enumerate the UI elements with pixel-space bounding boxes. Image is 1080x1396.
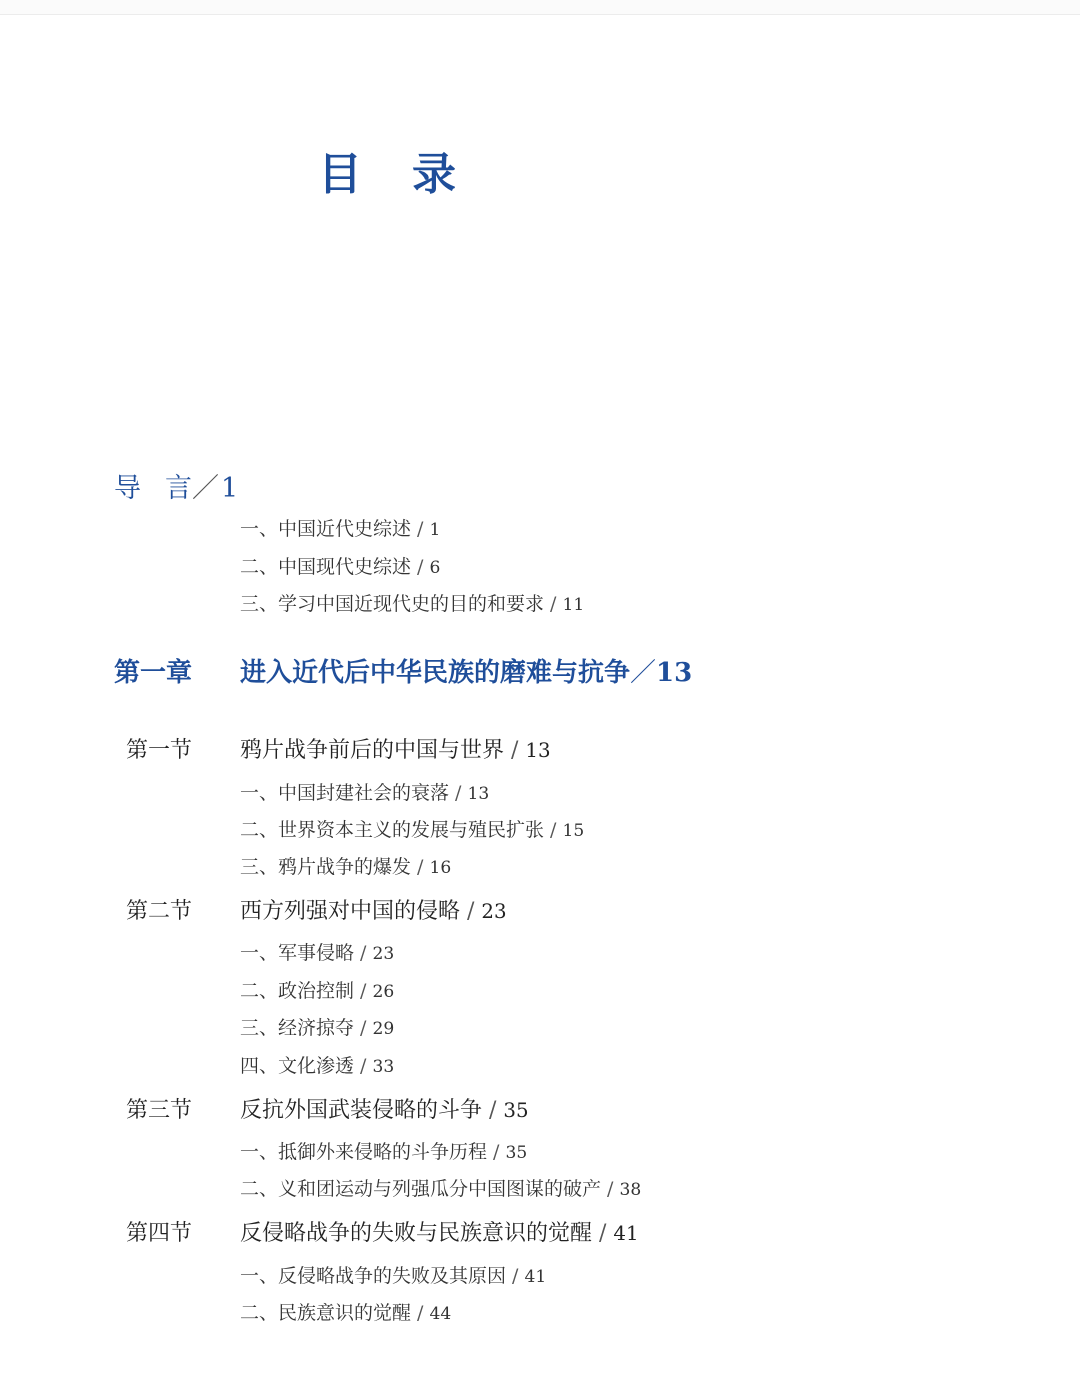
toc-chapter-heading[interactable] [114, 652, 692, 689]
toc-entry-page: 16 [429, 858, 452, 878]
page-title-char-2: 录 [412, 149, 456, 200]
toc-section-heading[interactable] [126, 733, 551, 764]
toc-entry-page: 26 [372, 982, 395, 1002]
toc-intro-heading[interactable] [114, 466, 238, 505]
intro-separator: ／ [192, 473, 219, 504]
toc-section-heading[interactable] [126, 1093, 529, 1124]
toc-entry-separator: / [506, 1265, 525, 1287]
toc-entry-page: 41 [524, 1267, 547, 1287]
toc-entry-label: 四、文化渗透 [240, 1055, 355, 1077]
toc-section-heading[interactable] [126, 1216, 639, 1247]
toc-entry-separator: / [354, 942, 373, 964]
toc-entry-label: 三、学习中国近现代史的目的和要求 [240, 593, 545, 615]
toc-entry-page: 33 [372, 1057, 395, 1077]
toc-entry[interactable] [240, 589, 584, 616]
toc-entry-separator: / [411, 856, 430, 878]
toc-entry-page: 6 [429, 558, 441, 578]
toc-entry-label: 二、民族意识的觉醒 [240, 1302, 412, 1324]
page-title [318, 138, 456, 202]
section-number: 第二节 [126, 899, 193, 924]
toc-entry-page: 1 [429, 520, 441, 540]
toc-entry-separator: / [487, 1141, 506, 1163]
toc-entry-label: 一、抵御外来侵略的斗争历程 [240, 1141, 488, 1163]
toc-entry-label: 一、军事侵略 [240, 942, 355, 964]
section-page-number: 23 [481, 900, 507, 923]
toc-entry-separator: / [411, 556, 430, 578]
section-title: 西方列强对中国的侵略 [240, 899, 461, 924]
toc-entry-label: 二、政治控制 [240, 980, 355, 1002]
section-page-number: 13 [525, 739, 551, 762]
chapter-page-number: 13 [656, 658, 693, 688]
toc-entry-label: 一、中国封建社会的衰落 [240, 782, 450, 804]
section-page-number: 41 [613, 1222, 639, 1245]
toc-entry-label: 三、鸦片战争的爆发 [240, 856, 412, 878]
toc-entry-page: 38 [619, 1180, 642, 1200]
chapter-separator: ／ [630, 658, 657, 688]
section-title: 反侵略战争的失败与民族意识的觉醒 [240, 1221, 593, 1246]
toc-entry-page: 23 [372, 944, 395, 964]
toc-entry-separator: / [544, 593, 563, 615]
section-page-number: 35 [503, 1099, 529, 1122]
chapter-title: 进入近代后中华民族的磨难与抗争 [240, 658, 631, 688]
toc-entry-page: 13 [467, 784, 490, 804]
toc-entry[interactable] [240, 778, 489, 805]
toc-entry-label: 二、义和团运动与列强瓜分中国图谋的破产 [240, 1178, 602, 1200]
section-title: 鸦片战争前后的中国与世界 [240, 738, 505, 763]
toc-entry-label: 一、反侵略战争的失败及其原因 [240, 1265, 507, 1287]
toc-entry[interactable] [240, 514, 440, 541]
toc-entry-page: 44 [429, 1304, 452, 1324]
toc-entry[interactable] [240, 1298, 451, 1325]
toc-entry-separator: / [354, 1055, 373, 1077]
toc-entry-label: 三、经济掠夺 [240, 1017, 355, 1039]
toc-entry-page: 15 [562, 821, 585, 841]
section-separator: / [504, 738, 526, 763]
toc-entry[interactable] [240, 1051, 394, 1078]
toc-entry-label: 二、世界资本主义的发展与殖民扩张 [240, 819, 545, 841]
toc-entry[interactable] [240, 852, 451, 879]
toc-entry[interactable] [240, 815, 584, 842]
section-number: 第三节 [126, 1098, 193, 1123]
toc-entry[interactable] [240, 1174, 641, 1201]
toc-entry-separator: / [449, 782, 468, 804]
toc-entry[interactable] [240, 1137, 527, 1164]
top-edge [0, 0, 1080, 15]
section-title: 反抗外国武装侵略的斗争 [240, 1098, 483, 1123]
section-separator: / [592, 1221, 614, 1246]
intro-label-second: 言 [165, 473, 192, 504]
section-separator: / [460, 899, 482, 924]
page-title-char-1: 目 [318, 149, 362, 200]
section-number: 第四节 [126, 1221, 193, 1246]
toc-entry-separator: / [544, 819, 563, 841]
section-number: 第一节 [126, 738, 193, 763]
toc-entry-separator: / [411, 1302, 430, 1324]
toc-entry[interactable] [240, 552, 440, 579]
toc-entry-page: 35 [505, 1143, 528, 1163]
toc-entry-page: 29 [372, 1019, 395, 1039]
toc-entry-label: 二、中国现代史综述 [240, 556, 412, 578]
toc-entry-separator: / [354, 980, 373, 1002]
intro-page-number: 1 [221, 473, 239, 504]
chapter-number: 第一章 [114, 658, 193, 688]
toc-entry[interactable] [240, 1013, 394, 1040]
toc-entry-label: 一、中国近代史综述 [240, 518, 412, 540]
toc-entry-separator: / [411, 518, 430, 540]
toc-entry-separator: / [601, 1178, 620, 1200]
toc-entry[interactable] [240, 938, 394, 965]
toc-entry-separator: / [354, 1017, 373, 1039]
intro-label-first: 导 [114, 473, 141, 504]
section-separator: / [482, 1098, 504, 1123]
toc-section-heading[interactable] [126, 894, 507, 925]
toc-entry[interactable] [240, 1261, 546, 1288]
toc-entry[interactable] [240, 976, 394, 1003]
toc-entry-page: 11 [562, 595, 585, 615]
